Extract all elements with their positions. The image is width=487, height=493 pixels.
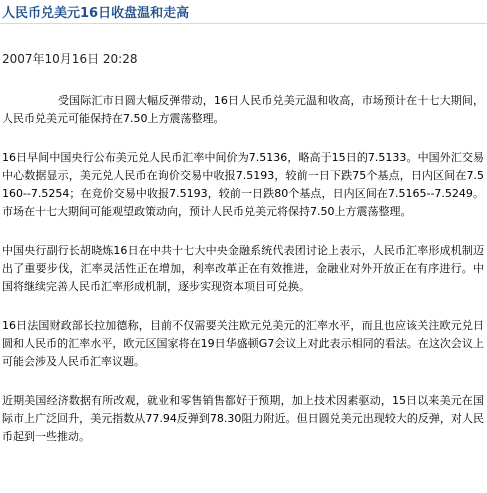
article-paragraph-france: 16日法国财政部长拉加德称，目前不仅需要关注欧元兑美元的汇率水平，而且也应该关注欧元兑日圆和人民币的汇率水平，欧元区国家将在19日华盛顿G7会议上对此表示相同的看法。在这次会议上可能会涉及人民币汇率议题。	[2, 319, 484, 368]
title-divider	[0, 23, 487, 24]
article-body	[2, 92, 484, 467]
article-title: 人民币兑美元16日收盘温和走高	[2, 6, 190, 21]
article-paragraph-lead: 受国际汇市日圆大幅反弹带动，16日人民币兑美元温和收高，市场预计在十七大期间，人民币兑美元可能保持在7.50上方震荡整理。	[2, 94, 484, 125]
article-paragraph-rates: 16日早间中国央行公布美元兑人民币汇率中间价为7.5136，略高于15日的7.5133。中国外汇交易中心数据显示，美元兑人民币在询价交易中收报7.5193，较前一日下跌75个基点，日内区间在7.5160--7.5254；在竞价交易中收报7.5193，较前一日跌80个基点，日内区间在7.5165--7.5249。市场在十七大期间可能观望政策动向，预计人民币兑美元将保持7.50上方震荡整理。	[2, 151, 484, 218]
article-paragraph-us-economy: 近期美国经济数据有所改观，就业和零售销售都好于预期，加上技术因素驱动，15日以来美元在国际市上广泛回升，美元指数从77.94反弹到78.30阻力附近。但日圆兑美元出现较大的反弹，对人民币起到一些推动。	[2, 394, 484, 443]
article-paragraph-pboc: 中国央行副行长胡晓炼16日在中共十七大中央金融系统代表团讨论上表示，人民币汇率形成机制迈出了重要步伐，汇率灵活性正在增加，利率改革正在有效推进，金融业对外开放正在有序进行。中国将继续完善人民币汇率形成机制，逐步实现资本项目可兑换。	[2, 244, 484, 293]
publish-timestamp: 2007年10月16日 20:28	[2, 52, 138, 66]
